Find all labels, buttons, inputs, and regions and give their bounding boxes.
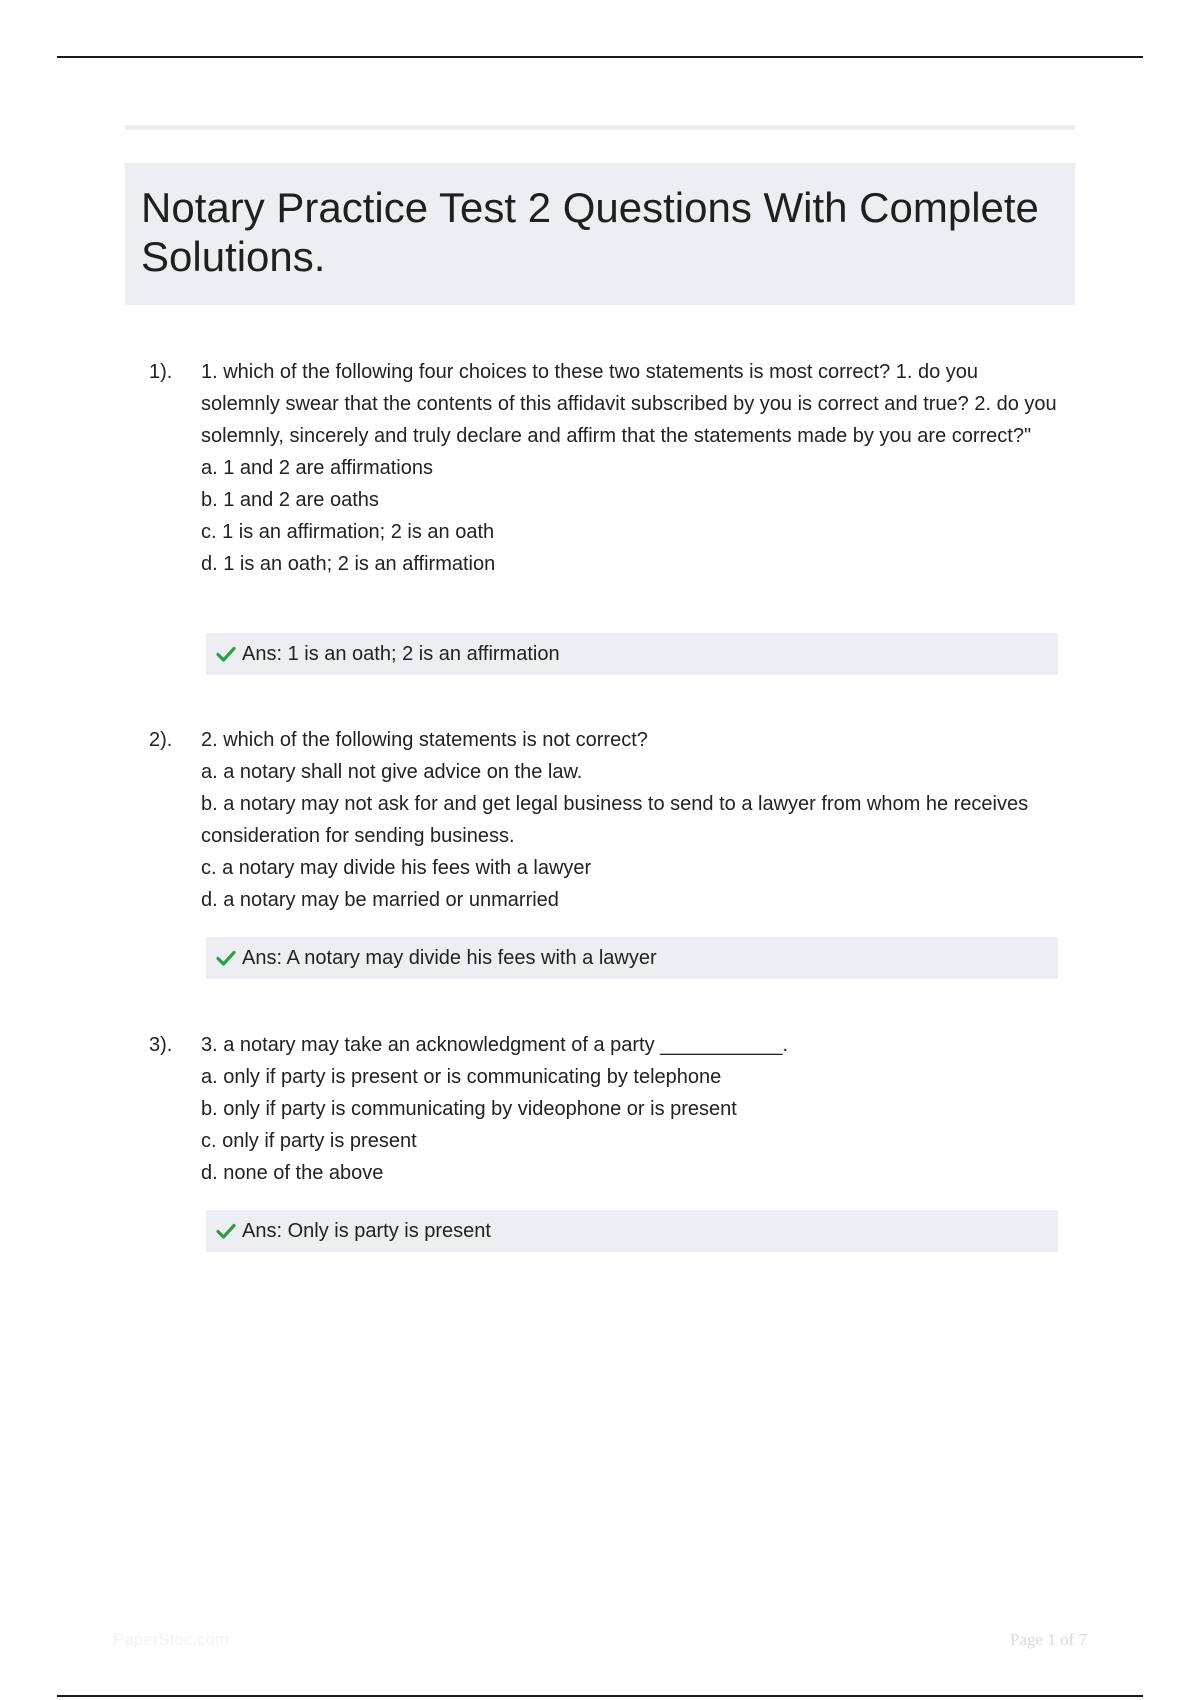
check-icon: [215, 1220, 237, 1242]
option-a: a. 1 and 2 are affirmations: [201, 457, 433, 479]
answer-text: Ans: Only is party is present: [242, 1219, 491, 1242]
check-icon: [215, 643, 237, 665]
option-b: b. only if party is communicating by videophone or is present: [201, 1098, 737, 1120]
question-body: [201, 1029, 1061, 1189]
answer-box: [206, 633, 1058, 675]
answer-box: [206, 1210, 1058, 1252]
question-text: 3. a notary may take an acknowledgment of a party ___________.: [201, 1034, 789, 1056]
question-body: [201, 356, 1061, 580]
question-text: 2. which of the following statements is not correct?: [201, 729, 648, 751]
answer-text: Ans: 1 is an oath; 2 is an affirmation: [242, 642, 560, 665]
option-a: a. only if party is present or is communicating by telephone: [201, 1066, 722, 1088]
option-c: c. a notary may divide his fees with a lawyer: [201, 857, 592, 879]
top-rule: [57, 56, 1143, 58]
option-b: b. a notary may not ask for and get legal business to send to a lawyer from whom he receives consideration for sending business.: [201, 793, 1029, 847]
option-a: a. a notary shall not give advice on the law.: [201, 761, 583, 783]
option-b: b. 1 and 2 are oaths: [201, 489, 379, 511]
question-number: 2).: [149, 729, 173, 751]
question-number: 1).: [149, 361, 173, 383]
check-icon: [215, 947, 237, 969]
answer-text: Ans: A notary may divide his fees with a lawyer: [242, 946, 657, 969]
title-divider: [125, 125, 1075, 130]
page-title: Notary Practice Test 2 Questions With Complete Solutions.: [141, 184, 1039, 280]
option-c: c. only if party is present: [201, 1130, 417, 1152]
question-text: 1. which of the following four choices to these two statements is most correct? 1. do you solemnly swear that the contents of this affidavit subscribed by you is correct and true? 2. do you solemnly, sincerely and truly declare and affirm that the statements made by you are correct?": [201, 361, 1057, 447]
bottom-rule: [57, 1695, 1143, 1697]
title-panel: [125, 163, 1075, 305]
footer-brand: PaperStoc.com: [113, 1630, 230, 1649]
option-d: d. 1 is an oath; 2 is an affirmation: [201, 553, 496, 575]
page-number: Page 1 of 7: [1010, 1630, 1087, 1649]
question-number: 3).: [149, 1034, 173, 1056]
option-d: d. none of the above: [201, 1162, 384, 1184]
answer-box: [206, 937, 1058, 979]
question-body: [201, 724, 1061, 916]
option-d: d. a notary may be married or unmarried: [201, 889, 559, 911]
option-c: c. 1 is an affirmation; 2 is an oath: [201, 521, 495, 543]
